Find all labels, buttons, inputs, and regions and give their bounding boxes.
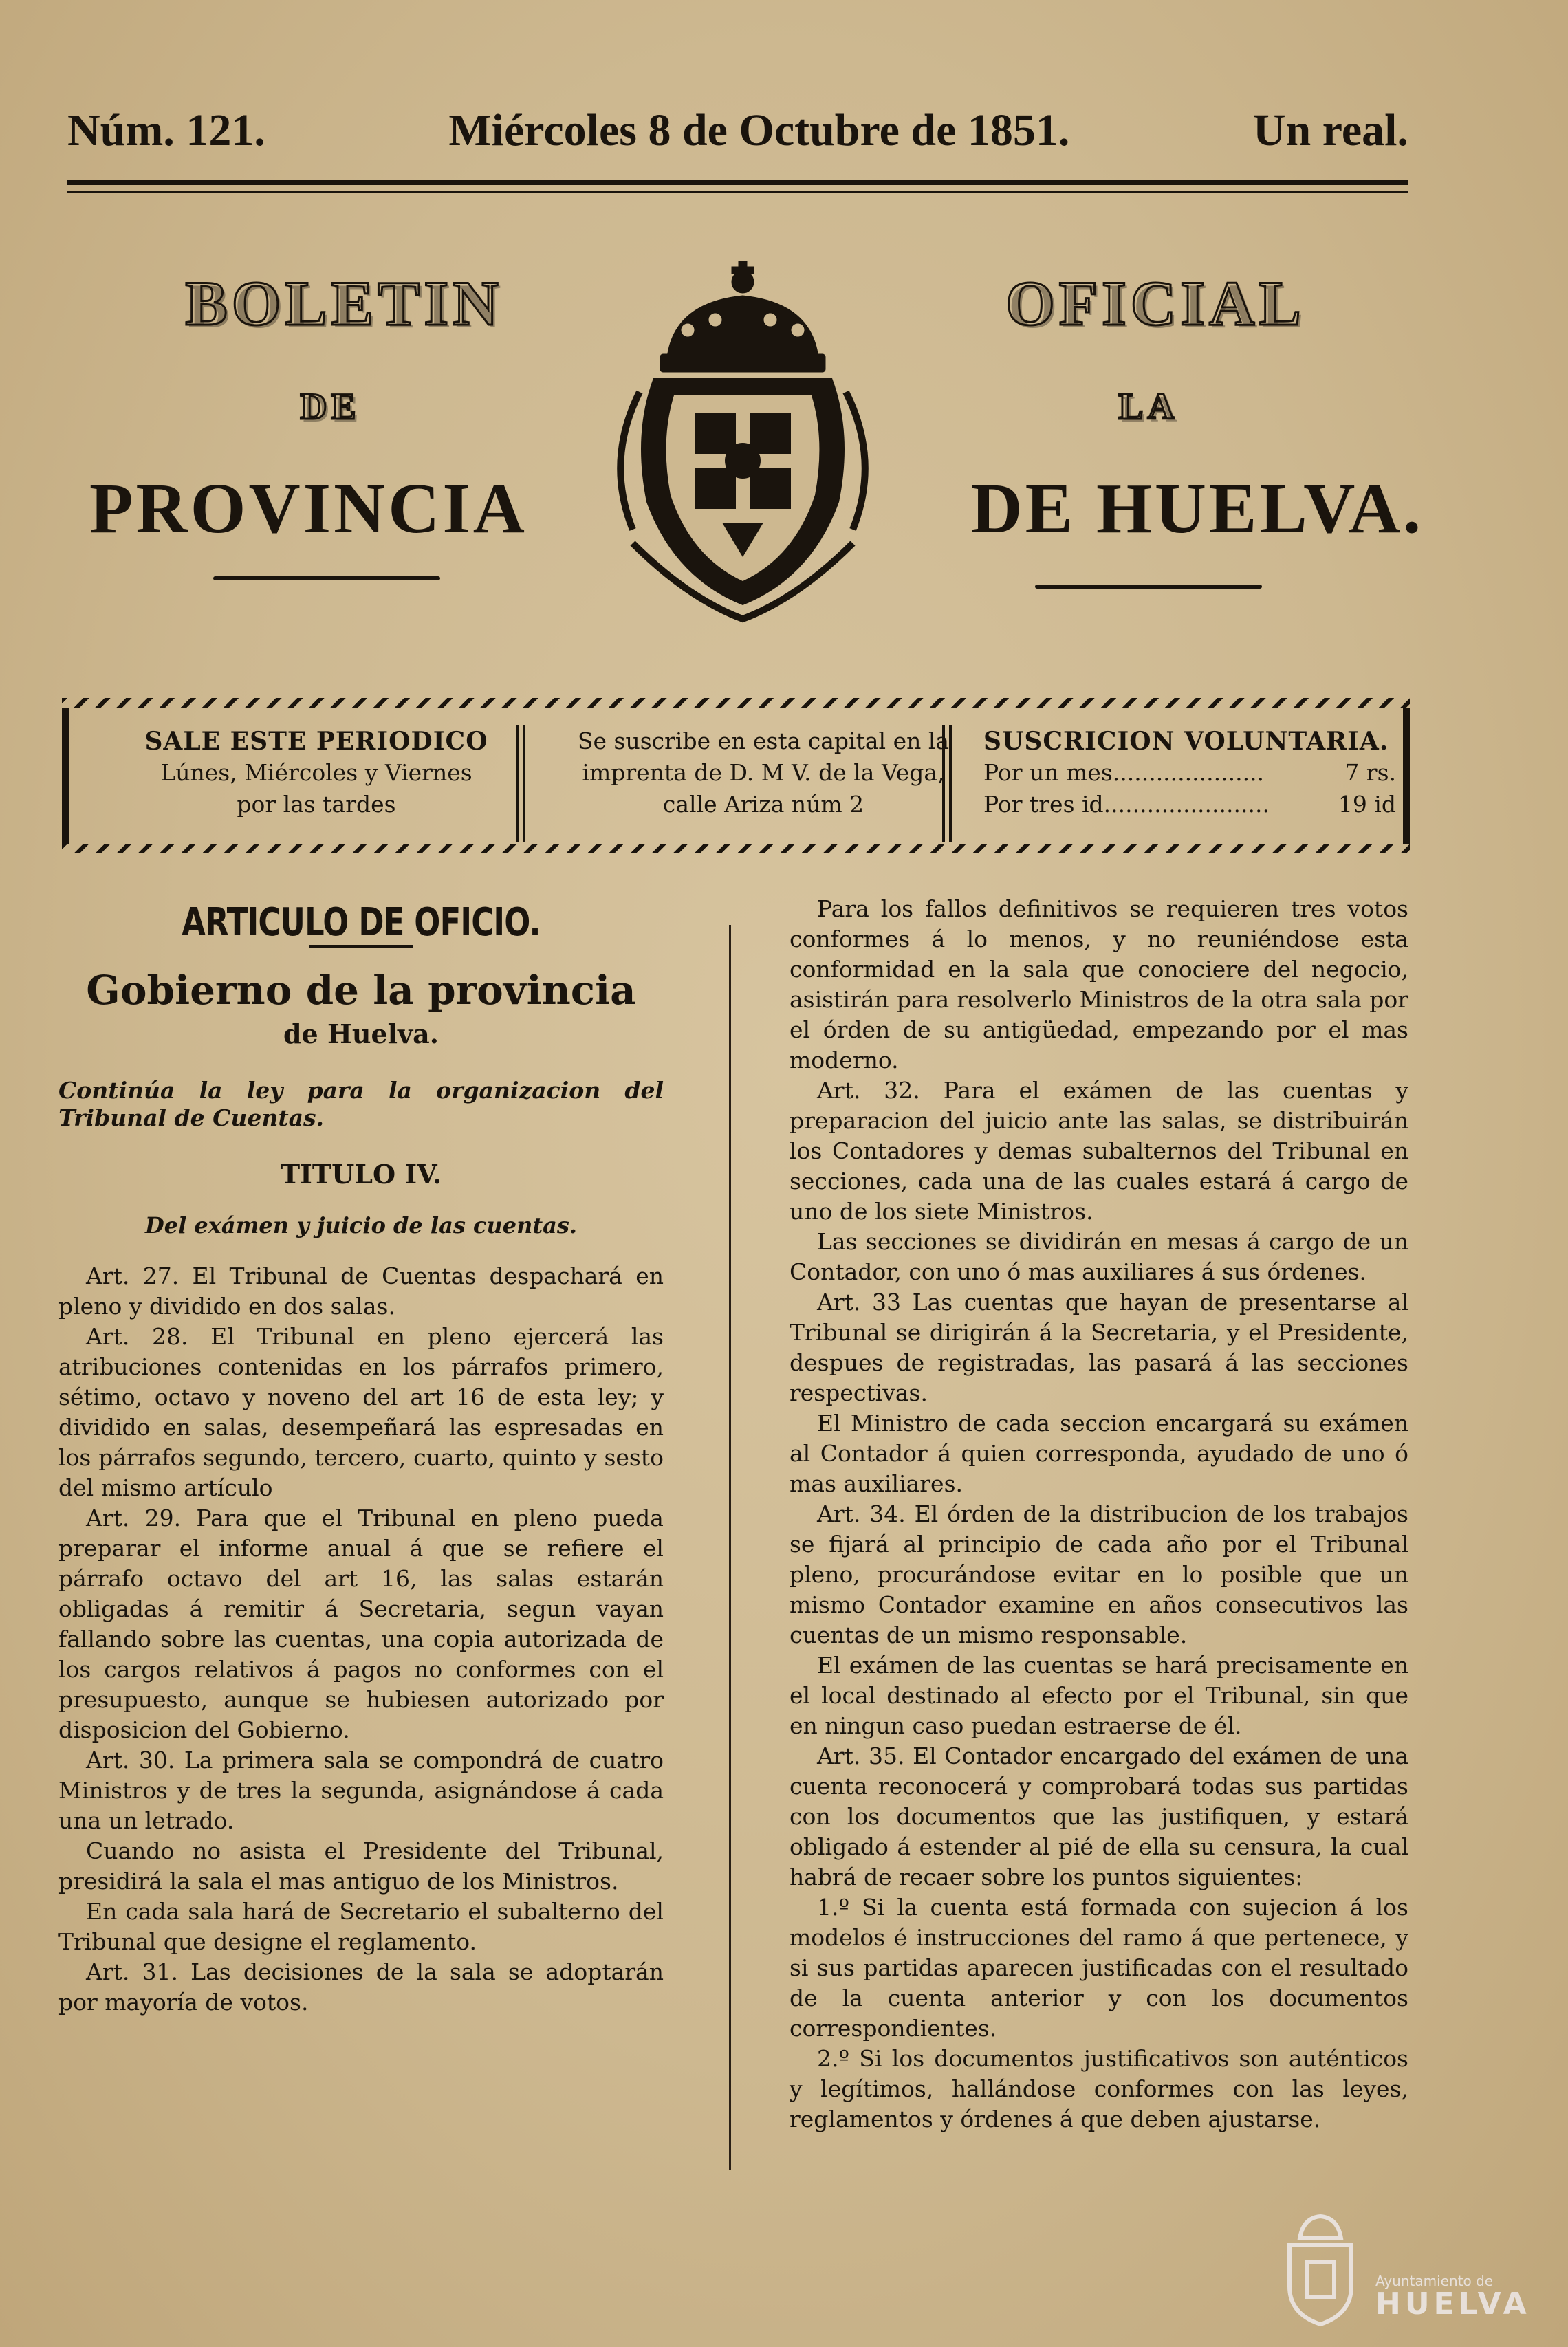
title-subheading: Del exámen y juicio de las cuentas. [144,1212,578,1238]
section-title: ARTICULO DE OFICIO. [182,900,541,945]
section-rule [309,945,413,948]
title-la: LA [1118,386,1179,427]
masthead-rule-thin [67,191,1408,193]
ornament-border-bottom [62,844,1410,853]
subscription-info-box [62,698,1410,856]
article-paragraph: Art. 27. El Tribunal de Cuentas despachará en pleno y dividido en dos salas. [58,1263,664,1320]
watermark-city: HUELVA [1375,2286,1531,2322]
title-boletin: BOLETIN [185,268,503,338]
ornament-border-top [62,698,1410,708]
article-paragraph: Para los fallos definitivos se requieren tres votos conformes á lo menos, y no reuniéndose esta conformidad en la sala que conociere del negocio, asistirán para resolverlo Ministros de la otra sala por el órden de su antigüedad, empezando por el mas moderno. [790,895,1408,1073]
title-de-huelva: DE HUELVA. [970,469,1424,548]
city-shield-icon [1279,2211,1362,2328]
article-paragraph: Art. 32. Para el exámen de las cuentas y preparacion del juicio ante las salas, se distribuirán los Contadores y demas subalternos del Tribunal en secciones, cada una de las cuales estará á cargo de uno de los siete Ministros. [790,1077,1408,1225]
ornament-border-right [1403,708,1410,844]
article-paragraph: Art. 35. El Contador encargado del exámen de una cuenta reconocerá y comprobará todas sus partidas con los documentos que las justifiquen, y estará obligado á estender al pié de ella su censura, la cual habrá de recaer sobre los puntos siguientes: [790,1743,1408,1890]
schedule-time: por las tardes [237,791,396,818]
issue-price: Un real. [1252,105,1408,155]
article-paragraph: Art. 28. El Tribunal en pleno ejercerá las atribuciones contenidas en los párrafos primero, sétimo, octavo y noveno del art 16 de esta ley; y dividido en salas, desempeñará las espresadas en los párrafos segundo, tercero, cuarto, quinto y sesto del mismo artículo [58,1323,664,1501]
article-paragraph: Art. 33 Las cuentas que hayan de presentarse al Tribunal se dirigirán á la Secretaria, y el Presidente, despues de registradas, las pasará á las secciones respectivas. [790,1289,1408,1406]
royal-coat-of-arms-icon [591,254,894,626]
article-paragraph: El Ministro de cada seccion encargará su exámen al Contador á quien corresponda, ayudado de uno ó mas auxiliares. [790,1410,1408,1497]
right-column [790,894,1408,2135]
watermark-label: Ayuntamiento de [1375,2273,1494,2289]
article-paragraph: 1.º Si la cuenta está formada con sujecion á los modelos é instrucciones del ramo á que pertenece, y si sus partidas aparecen justificadas con el resultado de la cuenta anterior y con los documentos correspondientes. [790,1894,1408,2042]
schedule-days: Lúnes, Miércoles y Viernes [160,759,472,786]
masthead [67,103,1408,158]
article-paragraph: Art. 29. Para que el Tribunal en pleno pueda preparar el informe anual á que se refiere el párrafo octavo del art 16, las salas estarán obligadas á remitir á Secretaria, segun vayan fallando sobre las cuentas, una copia autorizada de los cargos relativos á pagos no conformes con el presupuesto, aunque se hubiesen autorizado por disposicion del Gobierno. [58,1505,664,1743]
publication-schedule [103,725,530,820]
issue-number: Núm. 121. [67,105,265,155]
left-column [58,894,664,2018]
prices-title: SUSCRICION VOLUNTARIA. [983,727,1389,756]
subscription-address [536,725,990,820]
law-continuation-note: Continúa la ley para la organizacion del Tribunal de Cuentas. [58,1077,664,1131]
article-paragraph: El exámen de las cuentas se hará precisamente en el local destinado al efecto por el Tribunal, sin que en ningun caso puedan estraerse de él. [790,1652,1408,1739]
masthead-rule [67,180,1408,185]
price-value: 7 rs. [1344,759,1396,786]
issue-date: Miércoles 8 de Octubre de 1851. [448,105,1070,155]
article-paragraph: En cada sala hará de Secretario el subalterno del Tribunal que designe el reglamento. [58,1898,664,1955]
title-de: DE [300,386,360,427]
article-paragraph: Las secciones se dividirán en mesas á cargo de un Contador, con uno ó mas auxiliares á sus órdenes. [790,1228,1408,1285]
ornament-rule-right [1035,585,1262,589]
article-paragraph: Art. 30. La primera sala se compondrá de cuatro Ministros y de tres la segunda, asignándose á cada una un letrado. [58,1747,664,1834]
title-provincia: PROVINCIA [89,469,527,548]
article-paragraph: Cuando no asista el Presidente del Tribunal, presidirá la sala el mas antiguo de los Ministros. [58,1837,664,1895]
article-paragraph: Art. 31. Las decisiones de la sala se adoptarán por mayoría de votos. [58,1958,664,2016]
archive-watermark [1279,2211,1531,2335]
column-divider [729,925,731,2170]
price-label: Por tres id....................... [983,791,1270,818]
ornament-border-left [62,708,69,844]
government-heading: Gobierno de la provincia [86,967,636,1014]
ornament-rule-left [213,576,440,580]
subscription-prices [983,725,1396,820]
price-row [983,757,1396,789]
price-row [983,789,1396,820]
address-line: Se suscribe en esta capital en la [577,728,950,754]
article-paragraph: 2.º Si los documentos justificativos son auténticos y legítimos, hallándose conformes con las leyes, reglamentos y órdenes á que deben ajustarse. [790,2045,1408,2132]
article-paragraph: Art. 34. El órden de la distribucion de los trabajos se fijará al principio de cada año por el Tribunal pleno, procurándose evitar en lo posible que un mismo Contador examine en años consecutivos las cuentas de un mismo responsable. [790,1500,1408,1648]
title-oficial: OFICIAL [1005,268,1305,338]
address-line: imprenta de D. M V. de la Vega, [582,759,945,786]
address-line: calle Ariza núm 2 [662,791,864,818]
schedule-title: SALE ESTE PERIODICO [144,727,488,756]
title-heading: TITULO IV. [280,1159,442,1190]
government-subheading: de Huelva. [283,1018,439,1049]
price-value: 19 id [1338,791,1396,818]
price-label: Por un mes..................... [983,759,1265,786]
